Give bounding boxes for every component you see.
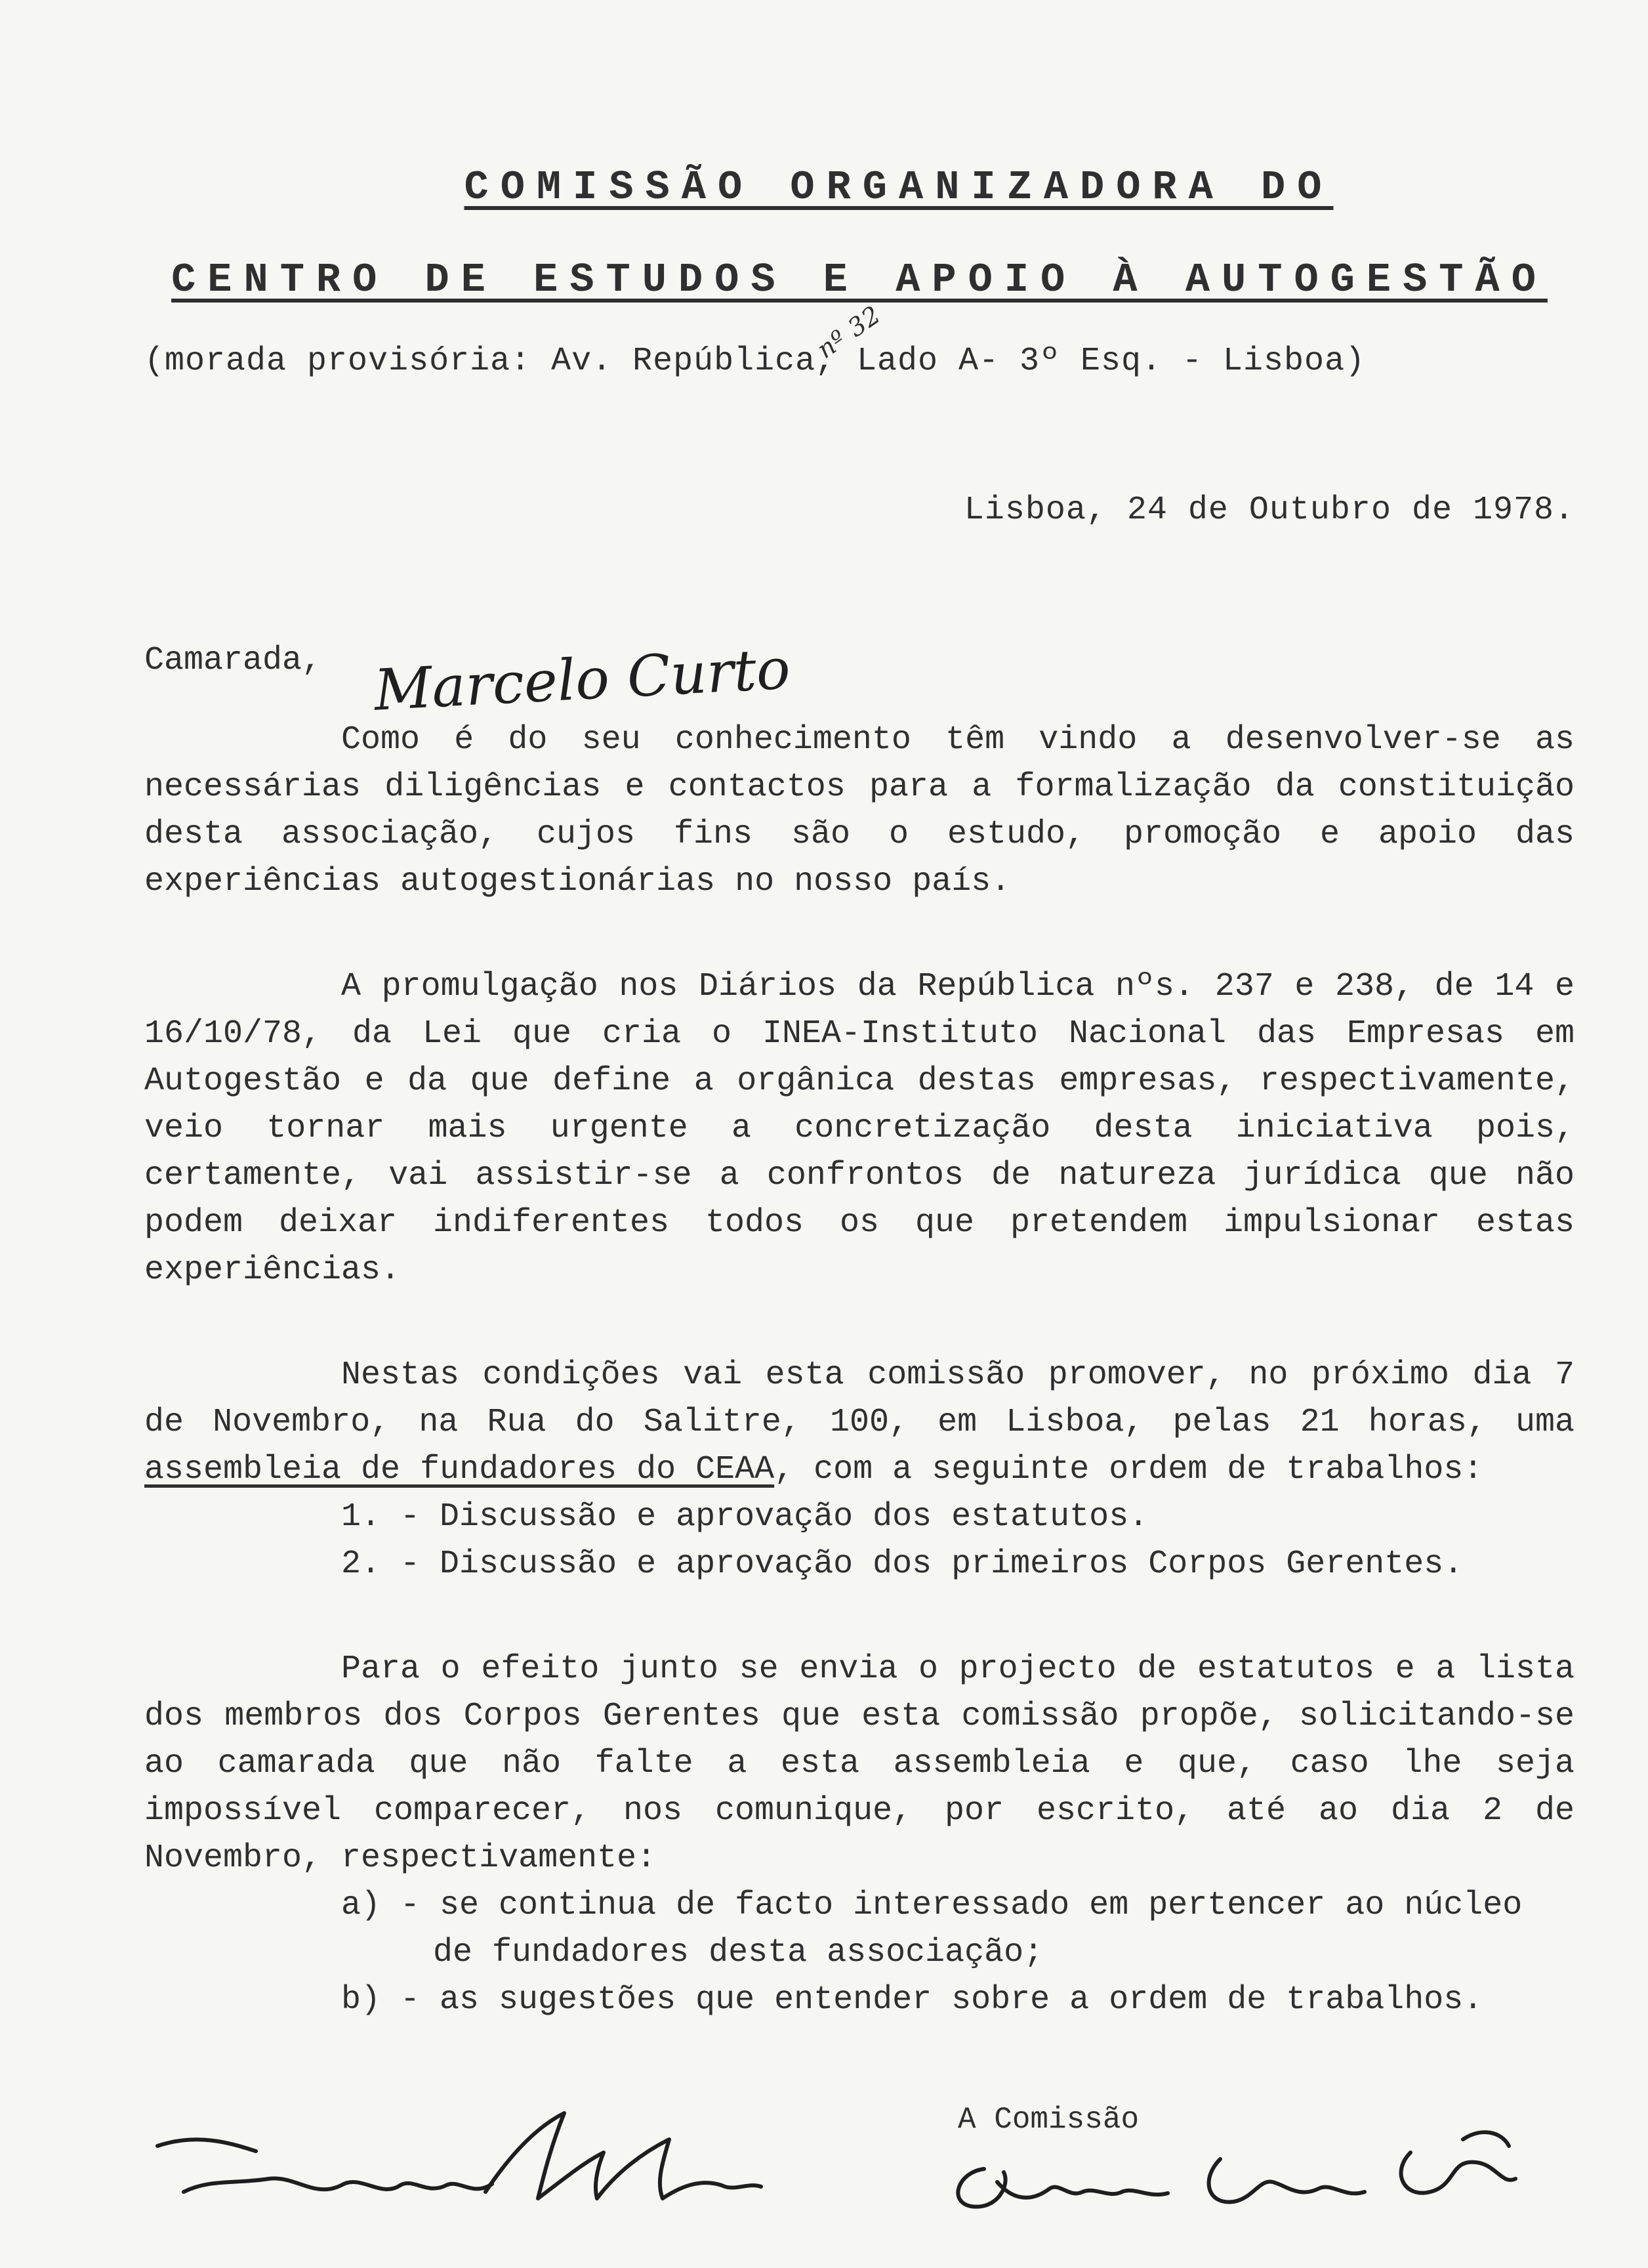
salutation-row <box>144 608 1575 724</box>
request-item-line: a) - se continua de facto interessado em pertencer ao núcleo <box>341 1887 1523 1924</box>
signatures <box>144 2100 1588 2264</box>
assembly-reference: assembleia de fundadores do CEAA <box>144 1451 775 1488</box>
address-after: Lado A- 3º Esq. - Lisboa) <box>856 343 1366 380</box>
handwritten-insertion: nº 32 <box>812 300 886 364</box>
signature-area <box>144 2100 1588 2264</box>
paragraph-4: Para o efeito junto se envia o projecto de estatutos e a lista dos membros dos Corpos Gerentes que esta comissão propõe, solicitando-se ao camarada que não falte a esta assembleia e que, caso lhe seja impossível comparecer, nos comunique, por escrito, até ao dia 2 de Novembro, respectivamente: <box>144 1650 1575 1877</box>
handwritten-signature-2-icon <box>485 2113 761 2198</box>
paragraph-3-start: Nestas condições vai esta comissão promover, no próximo dia 7 de Novembro, na Rua do Salitre, 100, em Lisboa, pelas 21 horas, uma <box>144 1356 1575 1441</box>
handwritten-signature-1-icon <box>157 2139 492 2192</box>
salutation: Camarada, <box>144 641 322 679</box>
letter-body <box>144 164 1575 2024</box>
handwritten-addressee: Marcelo Curto <box>372 636 792 724</box>
request-item <box>341 1977 1575 2024</box>
paragraph-2: A promulgação nos Diários da República nºs. 237 e 238, de 14 e 16/10/78, da Lei que cria o INEA-Instituto Nacional das Empresas em Autogestão e da que define a orgânica destas empresas, respectivamente, veio tornar mais urgente a concretização desta iniciativa pois, certamente, vai assistir-se a confrontos de natureza jurídica que não podem deixar indiferentes todos os que pretendem impulsionar estas experiências. <box>144 968 1575 1289</box>
request-item <box>341 1882 1575 1977</box>
paragraph-3 <box>144 1352 1575 1494</box>
closing-commission: A Comissão <box>958 2103 1140 2137</box>
request-item-line: b) - as sugestões que entender sobre a ordem de trabalhos. <box>341 1981 1483 2019</box>
header-title-line-1: COMISSÃO ORGANIZADORA DO <box>464 164 1334 211</box>
letter-date: Lisboa, 24 de Outubro de 1978. <box>964 492 1575 529</box>
request-list <box>144 1882 1575 2024</box>
request-item-continuation: de fundadores desta associação; <box>433 1934 1044 1971</box>
agenda-item: 1. - Discussão e aprovação dos estatutos. <box>341 1498 1149 1536</box>
paragraph-3-end: , com a seguinte ordem de trabalhos: <box>774 1451 1483 1488</box>
header-title-line-2: CENTRO DE ESTUDOS E APOIO À AUTOGESTÃO <box>171 257 1548 303</box>
address-before: (morada provisória: Av. República, <box>144 343 836 380</box>
agenda-item: 2. - Discussão e aprovação dos primeiros Corpos Gerentes. <box>341 1545 1464 1583</box>
agenda-list <box>144 1494 1575 1588</box>
handwritten-signature-3-icon <box>958 2169 1168 2207</box>
letter-content <box>144 717 1575 2024</box>
handwritten-signature-4-icon <box>1209 2132 1515 2202</box>
paragraph-1: Como é do seu conhecimento têm vindo a desenvolver-se as necessárias diligências e contactos para a formalização da constituição desta associação, cujos fins são o estudo, promoção e apoio das experiências autogestionárias no nosso país. <box>144 721 1575 900</box>
provisional-address <box>144 300 1575 380</box>
